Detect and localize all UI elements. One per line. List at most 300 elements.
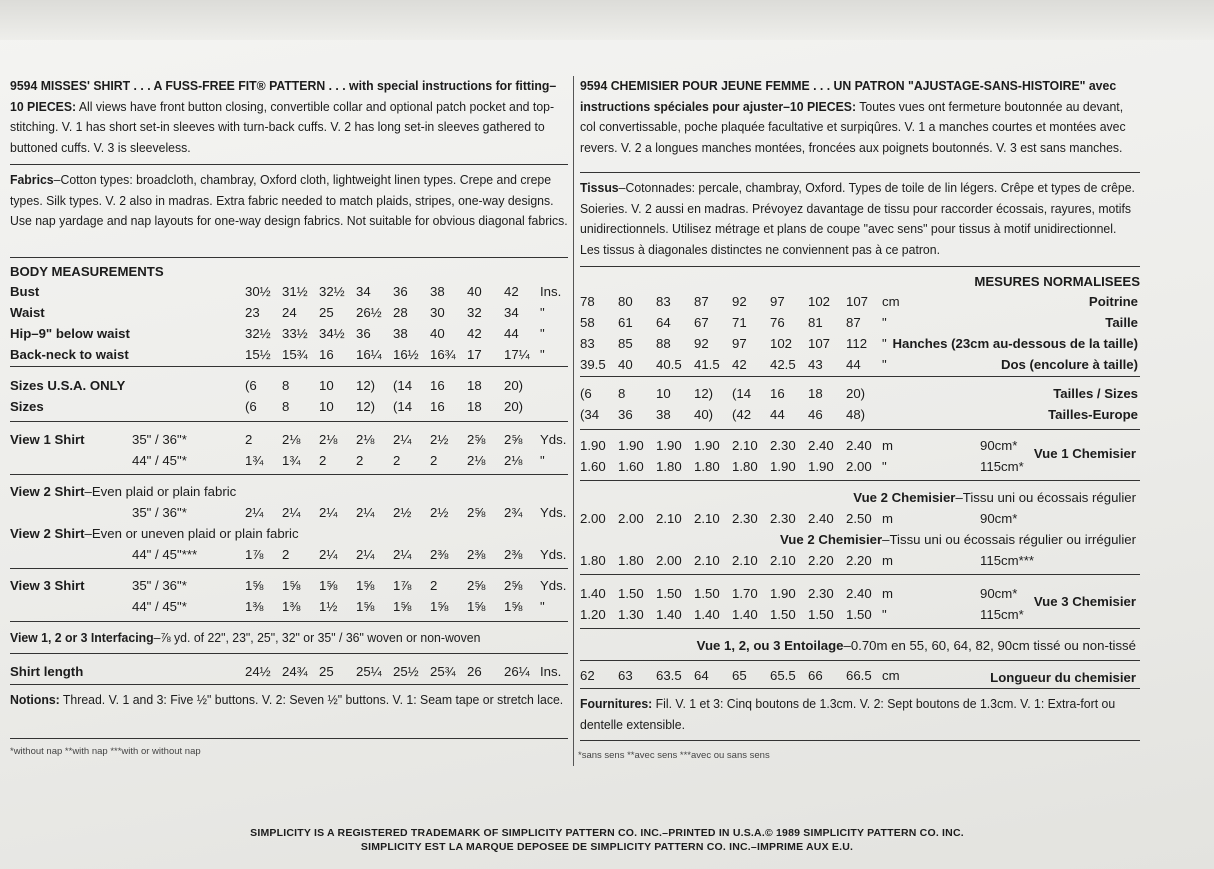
fabric-width: 44" / 45"*** (132, 547, 198, 562)
value-cell: 2.50 (846, 511, 872, 526)
value-cell: 1.90 (770, 586, 796, 601)
fabric-width: 35" / 36"* (132, 578, 187, 593)
intro-lead: 9594 MISSES' SHIRT . . . A FUSS-FREE FIT® PATTERN . . . with special instructions for fitting–10 PIECES: (10, 78, 557, 114)
fabrics-lead-fr: Tissus (580, 180, 619, 195)
value-cell: 2¼ (356, 505, 375, 520)
value-cell: 16 (430, 378, 445, 393)
value-cell: 2.10 (656, 511, 682, 526)
value-cell: 1⅝ (319, 578, 338, 593)
copyright-footer (0, 826, 1214, 854)
value-cell: 30 (430, 305, 445, 320)
fabric-width: 35" / 36"* (132, 432, 187, 447)
value-cell: 1.90 (808, 459, 834, 474)
value-cell: 81 (808, 315, 823, 330)
value-cell: 63 (618, 668, 633, 683)
value-cell: 1.50 (656, 586, 682, 601)
value-cell: 2½ (430, 432, 449, 447)
value-cell: (14 (732, 386, 752, 401)
value-cell: 18 (808, 386, 823, 401)
unit-cell: " (882, 315, 887, 330)
value-cell: 16 (319, 347, 334, 362)
value-cell: 26 (467, 664, 482, 679)
value-cell: 46 (808, 407, 823, 422)
value-cell: 20) (846, 386, 866, 401)
unit-cell: " (540, 347, 545, 362)
value-cell: 1¾ (245, 453, 264, 468)
value-cell: 2½ (430, 505, 449, 520)
rule (10, 621, 568, 622)
rule (580, 740, 1140, 741)
value-cell: 107 (846, 294, 869, 309)
value-cell: 66.5 (846, 668, 872, 683)
value-cell: 40) (694, 407, 714, 422)
value-cell: 42 (467, 326, 482, 341)
rule (580, 376, 1140, 377)
value-cell: 2 (319, 453, 327, 468)
value-cell: 48) (846, 407, 866, 422)
value-cell: 17¼ (504, 347, 530, 362)
value-cell: 39.5 (580, 357, 606, 372)
value-cell: 2⅛ (282, 432, 301, 447)
value-cell: 1¾ (282, 453, 301, 468)
sizes-label: Sizes (10, 399, 44, 414)
value-cell: 64 (694, 668, 709, 683)
rule (10, 738, 568, 739)
value-cell: 44 (846, 357, 861, 372)
value-cell: 112 (846, 336, 868, 351)
view-label: View 3 Shirt (10, 578, 85, 593)
value-cell: 1.50 (846, 607, 872, 622)
rule (10, 684, 568, 685)
value-cell: 25¾ (430, 664, 456, 679)
view-heading (780, 530, 1136, 551)
value-cell: 42.5 (770, 357, 796, 372)
value-cell: 1.50 (808, 607, 834, 622)
value-cell: 23 (245, 305, 260, 320)
value-cell: 40 (467, 284, 482, 299)
value-cell: 1⅝ (504, 599, 523, 614)
value-cell: 2⅝ (467, 578, 486, 593)
value-cell: 1.80 (694, 459, 720, 474)
fabric-width: 90cm* (980, 438, 1018, 453)
value-cell: (42 (732, 407, 752, 422)
value-cell: 38 (656, 407, 671, 422)
value-cell: 1.30 (618, 607, 644, 622)
sizes-label: Tailles / Sizes (1053, 386, 1138, 401)
value-cell: 1.80 (732, 459, 758, 474)
value-cell: (14 (393, 399, 413, 414)
intro-body-fr: Toutes vues ont fermeture boutonnée au devant, col convertissable, poche plaquée facultative et surpiqûres. V. 1 a manches courtes et montées avec revers. V. 2 a longues manches montées, froncées aux poignets boutonnés. V. 3 est sans manches. (580, 98, 1126, 155)
value-cell: 32½ (319, 284, 345, 299)
value-cell: 12) (694, 386, 714, 401)
value-cell: 36 (618, 407, 633, 422)
value-cell: 26½ (356, 305, 382, 320)
value-cell: 1.40 (732, 607, 758, 622)
value-cell: 41.5 (694, 357, 720, 372)
interfacing-body-fr: –0.70m en 55, 60, 64, 82, 90cm tissé ou non-tissé (843, 638, 1136, 653)
value-cell: 1.90 (770, 459, 796, 474)
unit-cell: m (882, 511, 893, 526)
rule (580, 660, 1140, 661)
value-cell: 2⅝ (467, 432, 486, 447)
value-cell: 30½ (245, 284, 271, 299)
value-cell: 32½ (245, 326, 271, 341)
view-heading (853, 488, 1136, 509)
value-cell: 2.00 (846, 459, 872, 474)
value-cell: 34 (504, 305, 519, 320)
value-cell: 1⅜ (245, 599, 264, 614)
rule (10, 164, 568, 165)
value-cell: 2.00 (618, 511, 644, 526)
value-cell: 1⅝ (356, 578, 375, 593)
value-cell: 66 (808, 668, 823, 683)
envelope-fold-shadow (0, 0, 1214, 40)
measurement-label: Back-neck to waist (10, 347, 129, 362)
intro-lead-fr: 9594 CHEMISIER POUR JEUNE FEMME . . . UN PATRON "AJUSTAGE-SANS-HISTOIRE" avec instructions spéciales pour ajuster–10 PIECES: (580, 78, 1117, 114)
fabrics-body-fr: –Cotonnades: percale, chambray, Oxford. Types de toile de lin légers. Crêpe et types de crêpe. Soieries. V. 2 aussi en madras. Prévoyez davantage de tissu pour raccorder écossais, rayures, motifs unidirectionnels. Utilisez métrage et plans de coupe "avec sens" pour tissus à motif unidirectionnel. Les tissus à diagonales distinctes ne conviennent pas à ce patron. (580, 180, 1135, 257)
value-cell: 17 (467, 347, 482, 362)
view-label: View 1 Shirt (10, 432, 85, 447)
unit-cell: m (882, 438, 893, 453)
value-cell: 83 (580, 336, 595, 351)
interfacing-line (10, 628, 610, 649)
shirt-length-label: Longueur du chemisier (990, 670, 1136, 685)
value-cell: 58 (580, 315, 595, 330)
value-cell: 12) (356, 378, 376, 393)
value-cell: 61 (618, 315, 633, 330)
value-cell: 1⅞ (245, 547, 264, 562)
value-cell: 2¼ (393, 547, 412, 562)
value-cell: 36 (356, 326, 371, 341)
unit-cell: Ins. (540, 284, 562, 299)
value-cell: 2¼ (393, 432, 412, 447)
interfacing-lead-fr: Vue 1, 2, ou 3 Entoilage (696, 638, 844, 653)
value-cell: 2⅛ (504, 453, 523, 468)
fabrics-paragraph-fr (580, 178, 1180, 260)
value-cell: 1.60 (580, 459, 606, 474)
measurement-label: Waist (10, 305, 45, 320)
value-cell: 2.30 (808, 586, 834, 601)
fabric-width: 115cm* (980, 459, 1024, 474)
value-cell: 2¼ (319, 547, 338, 562)
unit-cell: m (882, 586, 893, 601)
value-cell: (34 (580, 407, 600, 422)
value-cell: 107 (808, 336, 831, 351)
value-cell: 24 (282, 305, 297, 320)
value-cell: 1⅝ (245, 578, 264, 593)
value-cell: 10 (656, 386, 671, 401)
value-cell: 16½ (393, 347, 419, 362)
value-cell: 40.5 (656, 357, 682, 372)
value-cell: 2.30 (732, 511, 758, 526)
fabrics-lead: Fabrics (10, 172, 54, 187)
value-cell: 65 (732, 668, 747, 683)
value-cell: 87 (846, 315, 861, 330)
value-cell: 44 (504, 326, 519, 341)
value-cell: 102 (808, 294, 831, 309)
footer-line-2: SIMPLICITY EST LA MARQUE DEPOSEE DE SIMPLICITY PATTERN CO. INC.–IMPRIME AUX E.U. (360, 841, 854, 853)
intro-paragraph (10, 76, 610, 158)
value-cell: 15½ (245, 347, 271, 362)
footnote-fr: *sans sens **avec sens ***avec ou sans sens (578, 750, 770, 761)
value-cell: 2⅝ (504, 432, 523, 447)
value-cell: 25¼ (356, 664, 382, 679)
view-desc: –Even or uneven plaid or plain fabric (84, 526, 299, 541)
notions-body: Thread. V. 1 and 3: Five ½" buttons. V. 2: Seven ½" buttons. V. 1: Seam tape or stretch lace. (59, 692, 564, 707)
value-cell: 2⅜ (467, 547, 486, 562)
value-cell: 1.90 (618, 438, 644, 453)
intro-paragraph-fr (580, 76, 1180, 158)
value-cell: 1⅝ (282, 578, 301, 593)
value-cell: 65.5 (770, 668, 796, 683)
unit-cell: " (882, 357, 887, 372)
view-heading (10, 524, 299, 545)
value-cell: 2¼ (245, 505, 264, 520)
notions-lead-fr: Fournitures: (580, 696, 653, 711)
rule (580, 628, 1140, 629)
notions-line-fr (580, 694, 1180, 735)
value-cell: 26¼ (504, 664, 530, 679)
value-cell: 2⅜ (504, 547, 523, 562)
value-cell: 97 (732, 336, 747, 351)
footer-line-1: SIMPLICITY IS A REGISTERED TRADEMARK OF SIMPLICITY PATTERN CO. INC.–PRINTED IN U.S.A.© 1989 SIMPLICITY PATTERN CO. INC. (250, 827, 964, 839)
value-cell: 2¼ (282, 505, 301, 520)
unit-cell: " (540, 326, 545, 341)
value-cell: 63.5 (656, 668, 682, 683)
value-cell: 1⅝ (430, 599, 449, 614)
fabric-width: 35" / 36"* (132, 505, 187, 520)
unit-cell: cm (882, 668, 900, 683)
value-cell: 1.60 (618, 459, 644, 474)
value-cell: 8 (282, 378, 290, 393)
measurement-label: Poitrine (1088, 294, 1138, 309)
value-cell: 1.50 (770, 607, 796, 622)
shirt-length-label: Shirt length (10, 664, 84, 679)
sizes-label: Tailles-Europe (1048, 407, 1138, 422)
value-cell: (6 (580, 386, 592, 401)
unit-cell: " (882, 336, 887, 351)
value-cell: 32 (467, 305, 482, 320)
unit-cell: " (882, 459, 887, 474)
value-cell: 1⅜ (282, 599, 301, 614)
value-cell: 2 (282, 547, 290, 562)
value-cell: 85 (618, 336, 633, 351)
value-cell: (6 (245, 399, 257, 414)
fabric-width: 44" / 45"* (132, 453, 187, 468)
value-cell: 1.80 (656, 459, 682, 474)
value-cell: 2⅛ (356, 432, 375, 447)
value-cell: 62 (580, 668, 595, 683)
footnote-en: *without nap **with nap ***with or without nap (10, 746, 201, 757)
value-cell: 1.80 (580, 553, 606, 568)
value-cell: 2.40 (846, 438, 872, 453)
value-cell: 2⅝ (467, 505, 486, 520)
value-cell: 16¼ (356, 347, 382, 362)
value-cell: 34½ (319, 326, 345, 341)
value-cell: 2¼ (319, 505, 338, 520)
value-cell: 92 (732, 294, 747, 309)
value-cell: 2.30 (770, 511, 796, 526)
value-cell: 24¾ (282, 664, 308, 679)
value-cell: 2⅜ (430, 547, 449, 562)
view-label: Vue 3 Chemisier (1033, 594, 1136, 609)
value-cell: 67 (694, 315, 709, 330)
value-cell: (14 (393, 378, 413, 393)
value-cell: 2.10 (694, 511, 720, 526)
interfacing-body: –⅞ yd. of 22", 23", 25", 32" or 35" / 36" woven or non-woven (153, 630, 481, 645)
value-cell: 2.40 (808, 511, 834, 526)
value-cell: 1.50 (618, 586, 644, 601)
value-cell: 1⅞ (393, 578, 412, 593)
view-label: Vue 1 Chemisier (1033, 446, 1136, 461)
value-cell: 2⅝ (504, 578, 523, 593)
value-cell: 1.50 (694, 586, 720, 601)
value-cell: 71 (732, 315, 747, 330)
value-cell: 31½ (282, 284, 308, 299)
fabric-width: 115cm*** (980, 553, 1034, 568)
unit-cell: " (540, 305, 545, 320)
value-cell: 25½ (393, 664, 419, 679)
value-cell: 1.40 (656, 607, 682, 622)
value-cell: 18 (467, 378, 482, 393)
unit-cell: Yds. (540, 547, 567, 562)
value-cell: 2.00 (656, 553, 682, 568)
value-cell: 1⅝ (393, 599, 412, 614)
measurement-label: Bust (10, 284, 40, 299)
view-label: View 2 Shirt (10, 526, 85, 541)
value-cell: 40 (618, 357, 633, 372)
notions-line (10, 690, 610, 711)
value-cell: 87 (694, 294, 709, 309)
value-cell: 2 (430, 453, 438, 468)
view-desc: –Tissu uni ou écossais régulier (955, 490, 1136, 505)
value-cell: 15¾ (282, 347, 308, 362)
value-cell: 2 (430, 578, 438, 593)
rule (580, 574, 1140, 575)
value-cell: 2.10 (770, 553, 796, 568)
value-cell: 16 (430, 399, 445, 414)
value-cell: 8 (282, 399, 290, 414)
rule (580, 429, 1140, 430)
measurements-title-fr: MESURES NORMALISEES (974, 274, 1140, 289)
fabric-width: 44" / 45"* (132, 599, 187, 614)
value-cell: 2.10 (732, 438, 758, 453)
value-cell: 1½ (319, 599, 338, 614)
value-cell: 2¾ (504, 505, 523, 520)
value-cell: 43 (808, 357, 823, 372)
value-cell: 1.40 (580, 586, 606, 601)
value-cell: 1.20 (580, 607, 606, 622)
value-cell: 16 (770, 386, 785, 401)
value-cell: 24½ (245, 664, 271, 679)
value-cell: 36 (393, 284, 408, 299)
value-cell: (6 (245, 378, 257, 393)
value-cell: 2⅛ (467, 453, 486, 468)
value-cell: 42 (732, 357, 747, 372)
measurement-label: Taille (1105, 315, 1138, 330)
value-cell: 78 (580, 294, 595, 309)
value-cell: 28 (393, 305, 408, 320)
value-cell: 2.10 (732, 553, 758, 568)
notions-body-fr: Fil. V. 1 et 3: Cinq boutons de 1.3cm. V. 2: Sept boutons de 1.3cm. V. 1: Extra-fort ou dentelle extensible. (580, 696, 1116, 732)
value-cell: 2.40 (808, 438, 834, 453)
fabric-width: 90cm* (980, 511, 1018, 526)
rule (10, 421, 568, 422)
value-cell: 1.90 (656, 438, 682, 453)
value-cell: 42 (504, 284, 519, 299)
rule (10, 474, 568, 475)
value-cell: 1.70 (732, 586, 758, 601)
view-heading (10, 482, 236, 503)
value-cell: 40 (430, 326, 445, 341)
value-cell: 1.90 (580, 438, 606, 453)
sizes-label: Sizes U.S.A. ONLY (10, 378, 126, 393)
rule (580, 172, 1140, 173)
value-cell: 33½ (282, 326, 308, 341)
measurement-label: Dos (encolure à taille) (1000, 357, 1138, 372)
value-cell: 10 (319, 378, 334, 393)
value-cell: 34 (356, 284, 371, 299)
view-desc: –Tissu uni ou écossais régulier ou irrégulier (882, 532, 1136, 547)
rule (10, 568, 568, 569)
interfacing-line-fr (697, 636, 1136, 657)
value-cell: 83 (656, 294, 671, 309)
value-cell: 1.40 (694, 607, 720, 622)
fabric-width: 90cm* (980, 586, 1018, 601)
intro-body: All views have front button closing, convertible collar and optional patch pocket and top-stitching. V. 1 has short set-in sleeves with turn-back cuffs. V. 2 has long set-in sleeves gathered to buttoned cuffs. V. 3 is sleeveless. (10, 98, 555, 155)
value-cell: 38 (430, 284, 445, 299)
unit-cell: Ins. (540, 664, 562, 679)
unit-cell: Yds. (540, 505, 567, 520)
value-cell: 1.90 (694, 438, 720, 453)
value-cell: 2 (356, 453, 364, 468)
interfacing-lead: View 1, 2 or 3 Interfacing (10, 630, 154, 645)
value-cell: 97 (770, 294, 785, 309)
value-cell: 25 (319, 305, 334, 320)
value-cell: 2¼ (356, 547, 375, 562)
value-cell: 2 (245, 432, 253, 447)
measurement-label: Hanches (23cm au-dessous de la taille) (892, 336, 1138, 351)
value-cell: 1⅝ (356, 599, 375, 614)
value-cell: 2.20 (808, 553, 834, 568)
value-cell: 2½ (393, 505, 412, 520)
value-cell: 80 (618, 294, 633, 309)
unit-cell: Yds. (540, 432, 567, 447)
rule (10, 653, 568, 654)
value-cell: 64 (656, 315, 671, 330)
value-cell: 2.40 (846, 586, 872, 601)
rule (580, 480, 1140, 481)
value-cell: 2.10 (694, 553, 720, 568)
value-cell: 2⅛ (319, 432, 338, 447)
fabrics-paragraph (10, 170, 610, 232)
value-cell: 8 (618, 386, 626, 401)
value-cell: 20) (504, 399, 524, 414)
value-cell: 102 (770, 336, 793, 351)
value-cell: 2 (393, 453, 401, 468)
unit-cell: " (540, 453, 545, 468)
view-label: View 2 Shirt (10, 484, 85, 499)
unit-cell: cm (882, 294, 900, 309)
value-cell: 88 (656, 336, 671, 351)
body-measurements-title: BODY MEASUREMENTS (10, 264, 164, 279)
value-cell: 38 (393, 326, 408, 341)
fabrics-body: –Cotton types: broadcloth, chambray, Oxford cloth, lightweight linen types. Crepe and crepe types. Silk types. V. 2 also in madras. Extra fabric needed to match plaids, stripes, one-way designs. Use nap yardage and nap layouts for one-way design fabrics. Not suitable for obvious diagonal fabrics. (10, 172, 568, 228)
rule (580, 688, 1140, 689)
rule (10, 366, 568, 367)
rule (580, 266, 1140, 267)
value-cell: 20) (504, 378, 524, 393)
